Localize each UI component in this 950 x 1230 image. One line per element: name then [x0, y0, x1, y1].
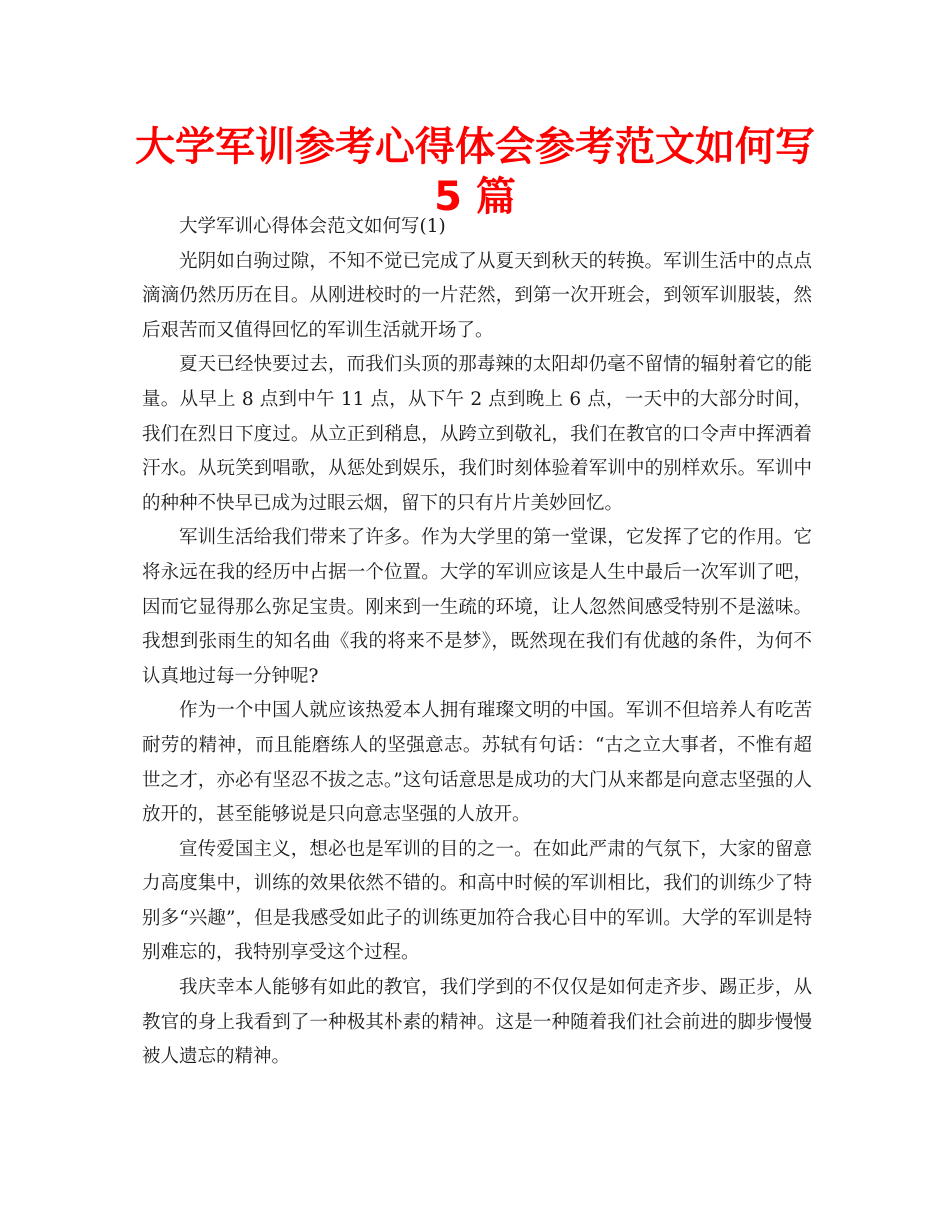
paragraph-1: 光阴如白驹过隙，不知不觉已完成了从夏天到秋天的转换。军训生活中的点点滴滴仍然历历在目。从刚进校时的一片茫然，到第一次开班会，到领军训服装，然后艰苦而又值得回忆的军训生活就开场了。 [142, 250, 812, 341]
paragraph-2: 夏天已经快要过去，而我们头顶的那毒辣的太阳却仍毫不留情的辐射着它的能量。从早上 8 点到中午 11 点，从下午 2 点到晚上 6 点，一天中的大部分时间，我们在烈日下度过。从立正到稍息，从跨立到敬礼，我们在教官的口令声中挥洒着汗水。从玩笑到唱歌，从惩处到娱乐，我们时刻体验着军训中的别样欢乐。军训中的种种不快早已成为过眼云烟，留下的只有片片美妙回忆。 [142, 354, 812, 514]
paragraph-3: 军训生活给我们带来了许多。作为大学里的第一堂课，它发挥了它的作用。它将永远在我的经历中占据一个位置。大学的军训应该是人生中最后一次军训了吧，因而它显得那么弥足宝贵。刚来到一生疏的环境，让人忽然间感受特别不是滋味。我想到张雨生的知名曲《我的将来不是梦》，既然现在我们有优越的条件，为何不认真地过每一分钟呢? [142, 527, 812, 687]
document-title: 大学军训参考心得体会参考范文如何写 5 篇 [135, 124, 815, 220]
section-heading: 大学军训心得体会范文如何写(1) [179, 216, 446, 237]
paragraph-4: 作为一个中国人就应该热爱本人拥有璀璨文明的中国。军训不但培养人有吃苦耐劳的精神，而且能磨练人的坚强意志。苏轼有句话：“古之立大事者，不惟有超世之才，亦必有坚忍不拔之志。”这句话意思是成功的大门从来都是向意志坚强的人放开的，甚至能够说是只向意志坚强的人放开。 [142, 700, 812, 826]
paragraph-5: 宣传爱国主义，想必也是军训的目的之一。在如此严肃的气氛下，大家的留意力高度集中，训练的效果依然不错的。和高中时候的军训相比，我们的训练少了特别多“兴趣”，但是我感受如此子的训练更加符合我心目中的军训。大学的军训是特别难忘的，我特别享受这个过程。 [142, 838, 812, 964]
document-body [142, 210, 812, 1075]
paragraph-6: 我庆幸本人能够有如此的教官，我们学到的不仅仅是如何走齐步、踢正步，从教官的身上我看到了一种极其朴素的精神。这是一种随着我们社会前进的脚步慢慢被人遗忘的精神。 [142, 977, 812, 1068]
